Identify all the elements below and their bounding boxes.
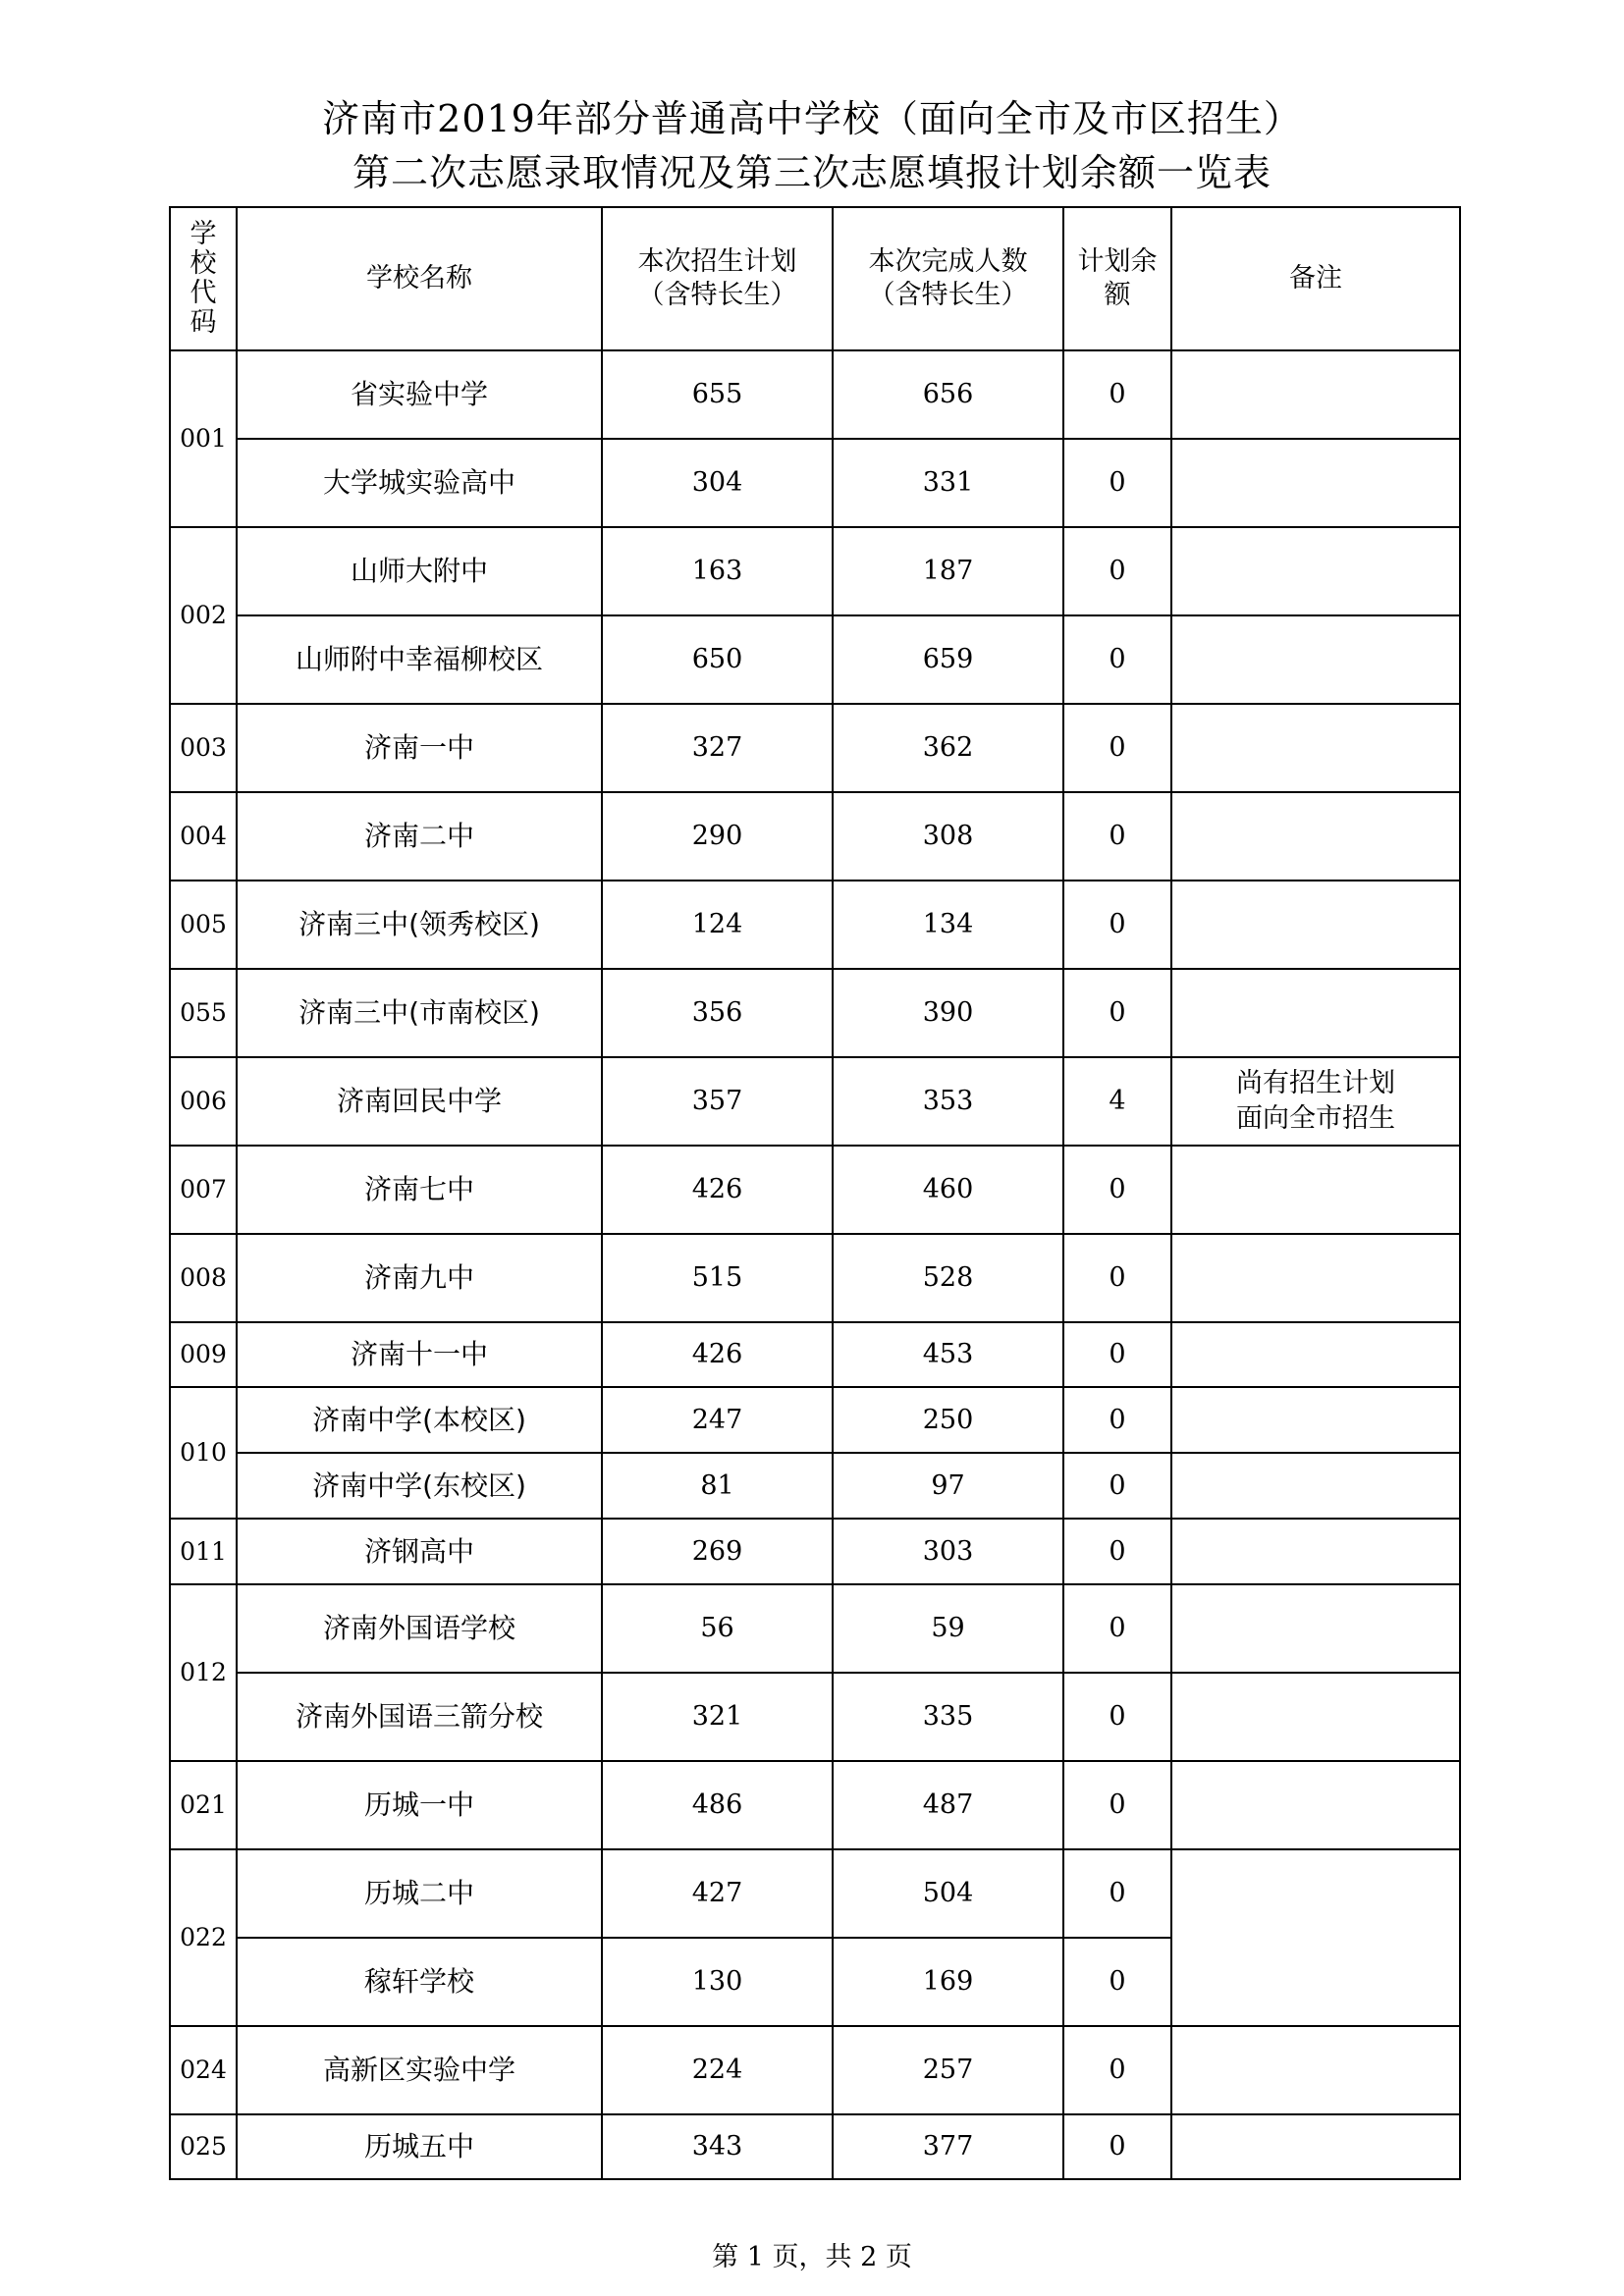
- plan-count: 290: [602, 792, 833, 881]
- school-code: 003: [170, 704, 237, 792]
- school-name: 山师附中幸福柳校区: [237, 615, 602, 704]
- table-row: [170, 792, 1460, 881]
- note-cell: [1171, 792, 1460, 881]
- note-cell: [1171, 350, 1460, 439]
- remaining-count: 0: [1063, 350, 1171, 439]
- school-name: 济南外国语三箭分校: [237, 1673, 602, 1761]
- school-name: 济南七中: [237, 1146, 602, 1234]
- school-name: 济南中学(东校区): [237, 1453, 602, 1519]
- table-row: [170, 1849, 1460, 1938]
- done-count: 59: [833, 1584, 1063, 1673]
- header-plan: 本次招生计划 （含特长生）: [602, 207, 833, 350]
- done-count: 303: [833, 1519, 1063, 1584]
- school-name: 济南九中: [237, 1234, 602, 1322]
- school-code: 007: [170, 1146, 237, 1234]
- plan-count: 124: [602, 881, 833, 969]
- remaining-count: 0: [1063, 704, 1171, 792]
- header-code: 学 校 代 码: [170, 207, 237, 350]
- done-count: 453: [833, 1322, 1063, 1387]
- note-cell: [1171, 527, 1460, 615]
- done-count: 257: [833, 2026, 1063, 2114]
- table-row: [170, 1584, 1460, 1673]
- remaining-count: 0: [1063, 615, 1171, 704]
- school-code: 010: [170, 1387, 237, 1519]
- admission-table: [169, 206, 1461, 2180]
- school-code: 022: [170, 1849, 237, 2026]
- remaining-count: 0: [1063, 2026, 1171, 2114]
- done-count: 528: [833, 1234, 1063, 1322]
- note-cell: [1171, 969, 1460, 1057]
- remaining-count: 0: [1063, 1673, 1171, 1761]
- school-code: 011: [170, 1519, 237, 1584]
- note-cell: [1171, 1322, 1460, 1387]
- school-name: 山师大附中: [237, 527, 602, 615]
- plan-count: 426: [602, 1146, 833, 1234]
- done-count: 187: [833, 527, 1063, 615]
- school-name: 济南二中: [237, 792, 602, 881]
- header-done: 本次完成人数 （含特长生）: [833, 207, 1063, 350]
- school-name: 济钢高中: [237, 1519, 602, 1584]
- table-row: [170, 1761, 1460, 1849]
- plan-count: 321: [602, 1673, 833, 1761]
- header-note: 备注: [1171, 207, 1460, 350]
- plan-count: 650: [602, 615, 833, 704]
- remaining-count: 0: [1063, 1761, 1171, 1849]
- note-cell: [1171, 704, 1460, 792]
- table-row: [170, 1057, 1460, 1146]
- plan-count: 486: [602, 1761, 833, 1849]
- school-name: 高新区实验中学: [237, 2026, 602, 2114]
- table-row: [170, 1387, 1460, 1453]
- done-count: 656: [833, 350, 1063, 439]
- school-name: 济南三中(领秀校区): [237, 881, 602, 969]
- note-cell: [1171, 1234, 1460, 1322]
- school-name: 稼轩学校: [237, 1938, 602, 2026]
- remaining-count: 0: [1063, 792, 1171, 881]
- table-row: [170, 881, 1460, 969]
- plan-count: 81: [602, 1453, 833, 1519]
- note-cell: [1171, 615, 1460, 704]
- done-count: 362: [833, 704, 1063, 792]
- remaining-count: 0: [1063, 527, 1171, 615]
- plan-count: 327: [602, 704, 833, 792]
- school-name: 济南十一中: [237, 1322, 602, 1387]
- done-count: 659: [833, 615, 1063, 704]
- note-cell: [1171, 881, 1460, 969]
- school-code: 004: [170, 792, 237, 881]
- remaining-count: 0: [1063, 1849, 1171, 1938]
- school-name: 济南回民中学: [237, 1057, 602, 1146]
- school-code: 055: [170, 969, 237, 1057]
- note-cell: [1171, 1584, 1460, 1673]
- remaining-count: 0: [1063, 1938, 1171, 2026]
- school-code: 024: [170, 2026, 237, 2114]
- table-row: [170, 2026, 1460, 2114]
- remaining-count: 0: [1063, 1322, 1171, 1387]
- school-code: 006: [170, 1057, 237, 1146]
- header-name: 学校名称: [237, 207, 602, 350]
- table-row: [170, 2114, 1460, 2179]
- note-cell: [1171, 2114, 1460, 2179]
- remaining-count: 0: [1063, 2114, 1171, 2179]
- remaining-count: 0: [1063, 969, 1171, 1057]
- done-count: 504: [833, 1849, 1063, 1938]
- remaining-count: 0: [1063, 1453, 1171, 1519]
- table-row: [170, 615, 1460, 704]
- remaining-count: 0: [1063, 1584, 1171, 1673]
- plan-count: 426: [602, 1322, 833, 1387]
- plan-count: 427: [602, 1849, 833, 1938]
- note-cell: [1171, 439, 1460, 527]
- plan-count: 224: [602, 2026, 833, 2114]
- plan-count: 130: [602, 1938, 833, 2026]
- done-count: 169: [833, 1938, 1063, 2026]
- done-count: 335: [833, 1673, 1063, 1761]
- plan-count: 655: [602, 350, 833, 439]
- plan-count: 356: [602, 969, 833, 1057]
- school-code: 009: [170, 1322, 237, 1387]
- done-count: 460: [833, 1146, 1063, 1234]
- note-cell: [1171, 1453, 1460, 1519]
- done-count: 390: [833, 969, 1063, 1057]
- plan-count: 304: [602, 439, 833, 527]
- school-code: 025: [170, 2114, 237, 2179]
- table-row: [170, 1673, 1460, 1761]
- header-row: [170, 207, 1460, 350]
- page-footer: 第 1 页，共 2 页: [712, 2242, 912, 2272]
- school-name: 济南中学(本校区): [237, 1387, 602, 1453]
- school-code: 005: [170, 881, 237, 969]
- plan-count: 247: [602, 1387, 833, 1453]
- table-row: [170, 527, 1460, 615]
- note-cell: 尚有招生计划 面向全市招生: [1171, 1057, 1460, 1146]
- done-count: 308: [833, 792, 1063, 881]
- table-row: [170, 1453, 1460, 1519]
- plan-count: 515: [602, 1234, 833, 1322]
- plan-count: 163: [602, 527, 833, 615]
- table-row: [170, 1322, 1460, 1387]
- remaining-count: 0: [1063, 1387, 1171, 1453]
- note-cell: [1171, 1146, 1460, 1234]
- remaining-count: 0: [1063, 881, 1171, 969]
- note-cell: [1171, 1761, 1460, 1849]
- header-remaining: 计划余 额: [1063, 207, 1171, 350]
- note-cell: [1171, 2026, 1460, 2114]
- table-row: [170, 1146, 1460, 1234]
- school-code: 021: [170, 1761, 237, 1849]
- school-name: 大学城实验高中: [237, 439, 602, 527]
- school-name: 历城一中: [237, 1761, 602, 1849]
- plan-count: 56: [602, 1584, 833, 1673]
- school-code: 008: [170, 1234, 237, 1322]
- remaining-count: 4: [1063, 1057, 1171, 1146]
- remaining-count: 0: [1063, 439, 1171, 527]
- remaining-count: 0: [1063, 1234, 1171, 1322]
- plan-count: 269: [602, 1519, 833, 1584]
- plan-count: 357: [602, 1057, 833, 1146]
- school-name: 济南三中(市南校区): [237, 969, 602, 1057]
- remaining-count: 0: [1063, 1519, 1171, 1584]
- table-row: [170, 704, 1460, 792]
- done-count: 487: [833, 1761, 1063, 1849]
- plan-count: 343: [602, 2114, 833, 2179]
- table-row: [170, 1519, 1460, 1584]
- note-cell: [1171, 1387, 1460, 1453]
- done-count: 377: [833, 2114, 1063, 2179]
- remaining-count: 0: [1063, 1146, 1171, 1234]
- school-name: 济南外国语学校: [237, 1584, 602, 1673]
- school-code: 012: [170, 1584, 237, 1761]
- note-cell: [1171, 1673, 1460, 1761]
- school-code: 002: [170, 527, 237, 704]
- school-name: 历城二中: [237, 1849, 602, 1938]
- done-count: 97: [833, 1453, 1063, 1519]
- title-line-1: 济南市2019年部分普通高中学校（面向全市及市区招生）: [322, 97, 1302, 140]
- table-row: [170, 350, 1460, 439]
- school-name: 省实验中学: [237, 350, 602, 439]
- note-cell: [1171, 1849, 1460, 2026]
- done-count: 134: [833, 881, 1063, 969]
- note-cell: [1171, 1519, 1460, 1584]
- done-count: 250: [833, 1387, 1063, 1453]
- done-count: 331: [833, 439, 1063, 527]
- table-row: [170, 439, 1460, 527]
- school-code: 001: [170, 350, 237, 527]
- title-line-2: 第二次志愿录取情况及第三次志愿填报计划余额一览表: [352, 151, 1272, 194]
- school-name: 济南一中: [237, 704, 602, 792]
- done-count: 353: [833, 1057, 1063, 1146]
- table-row: [170, 1234, 1460, 1322]
- table-row: [170, 969, 1460, 1057]
- school-name: 历城五中: [237, 2114, 602, 2179]
